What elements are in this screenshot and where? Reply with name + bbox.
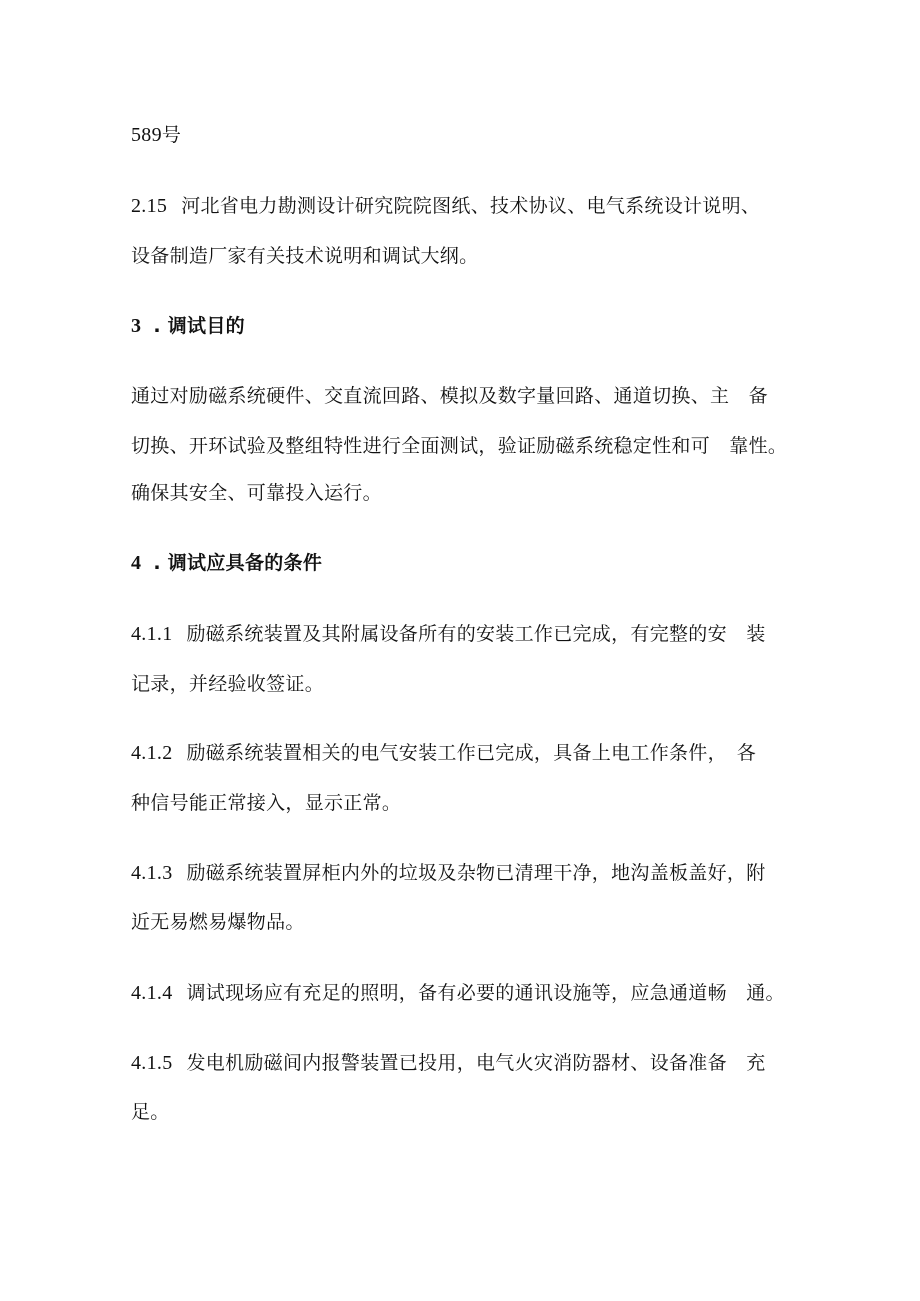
item-4-1-5-line-1	[131, 1051, 801, 1075]
item-2-15-line-2	[131, 244, 801, 268]
item-2-15-text-2: 设备制造厂家有关技术说明和调试大纲。	[131, 245, 479, 267]
intro-number: 589	[131, 124, 162, 146]
item-4-1-2-number: 4.1.2	[131, 742, 173, 764]
item-4-1-5-text-2: 足。	[131, 1101, 170, 1123]
item-4-1-2-line-1	[131, 741, 801, 765]
item-4-1-1-line-2	[131, 672, 801, 696]
section-3-heading	[131, 314, 801, 338]
section-4-heading	[131, 551, 801, 575]
section-3-body-line-3	[131, 481, 801, 505]
intro-line	[131, 123, 801, 147]
section-3-body-line-1	[131, 384, 801, 408]
item-4-1-5-line-2	[131, 1100, 801, 1124]
section-3-number: 3	[131, 315, 142, 337]
section-3-body-text-1: 通过对励磁系统硬件、交直流回路、模拟及数字量回路、通道切换、主 备	[131, 385, 768, 407]
item-4-1-3-line-1	[131, 861, 801, 885]
item-4-1-4-line-1	[131, 981, 801, 1005]
item-4-1-3-line-2	[131, 910, 801, 934]
item-4-1-3-text-1: 励磁系统装置屏柜内外的垃圾及杂物已清理干净，地沟盖板盖好，附	[186, 862, 766, 884]
item-4-1-4-text-1: 调试现场应有充足的照明，备有必要的通讯设施等，应急通道畅 通。	[186, 982, 785, 1004]
intro-text: 号	[161, 124, 182, 146]
section-3-body-text-3: 确保其安全、可靠投入运行。	[131, 482, 382, 504]
item-4-1-5-number: 4.1.5	[131, 1052, 173, 1074]
item-4-1-1-text-1: 励磁系统装置及其附属设备所有的安装工作已完成，有完整的安 装	[186, 623, 766, 645]
item-4-1-4-number: 4.1.4	[131, 982, 173, 1004]
item-4-1-1-line-1	[131, 622, 801, 646]
item-4-1-3-number: 4.1.3	[131, 862, 173, 884]
item-4-1-1-text-2: 记录，并经验收签证。	[131, 673, 325, 695]
item-2-15-text-1: 河北省电力勘测设计研究院院图纸、技术协议、电气系统设计说明、	[181, 195, 761, 217]
item-4-1-3-text-2: 近无易燃易爆物品。	[131, 911, 305, 933]
item-4-1-2-text-1: 励磁系统装置相关的电气安装工作已完成，具备上电工作条件， 各	[186, 742, 757, 764]
item-4-1-1-number: 4.1.1	[131, 623, 173, 645]
item-4-1-2-line-2	[131, 791, 801, 815]
section-3-body-line-2	[131, 434, 801, 458]
item-4-1-5-text-1: 发电机励磁间内报警装置已投用，电气火灾消防器材、设备准备 充	[186, 1052, 766, 1074]
section-3-body-text-2: 切换、开环试验及整组特性进行全面测试，验证励磁系统稳定性和可 靠性。	[131, 435, 788, 457]
item-2-15-line-1	[131, 194, 801, 218]
item-4-1-2-text-2: 种信号能正常接入，显示正常。	[131, 792, 402, 814]
section-4-title: . 调试应具备的条件	[153, 552, 323, 574]
item-2-15-number: 2.15	[131, 195, 168, 217]
section-4-number: 4	[131, 552, 142, 574]
section-3-title: . 调试目的	[153, 315, 245, 337]
